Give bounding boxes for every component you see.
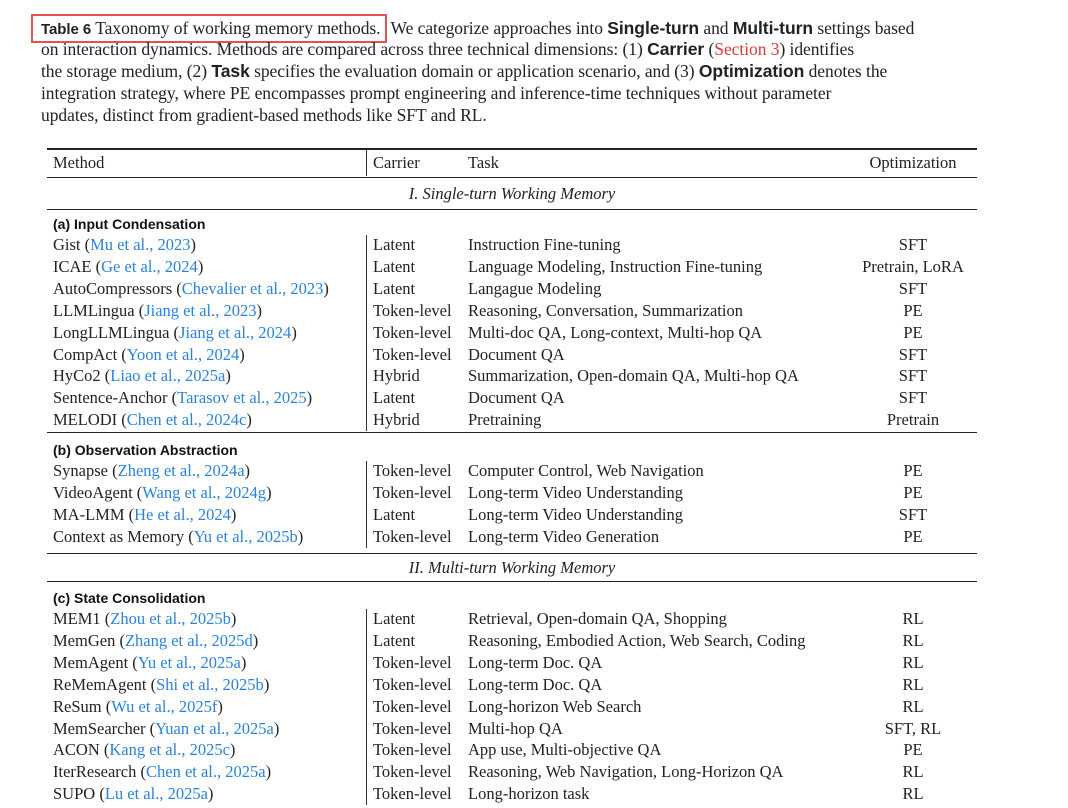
citation-link[interactable]: Mu et al., 2023	[90, 235, 191, 254]
task-cell: Multi-doc QA, Long-context, Multi-hop QA	[468, 322, 763, 342]
method-name: HyCo2	[53, 366, 101, 386]
optimization-cell: RL	[902, 609, 924, 628]
optimization-cell: PE	[903, 461, 923, 480]
optimization-cell: RL	[902, 784, 924, 804]
citation-link[interactable]: Yuan et al., 2025a	[155, 718, 274, 738]
caption-line-1	[41, 16, 986, 38]
citation-link[interactable]: Tarasov et al., 2025	[177, 388, 307, 408]
task-cell: Multi-hop QA	[468, 718, 563, 738]
method-cell: MemGen (Zhang et al., 2025d)	[53, 630, 259, 650]
caption-text: and	[699, 18, 733, 38]
carrier-cell: Token-level	[373, 652, 452, 672]
method-cell: VideoAgent (Wang et al., 2024g)	[53, 482, 272, 502]
task-cell: Retrieval, Open-domain QA, Shopping	[468, 609, 727, 628]
citation-link[interactable]: Lu et al., 2025a	[104, 784, 208, 804]
citation-link[interactable]: Chen et al., 2024c	[126, 410, 247, 430]
table-row	[47, 234, 977, 256]
carrier-cell: Token-level	[373, 461, 452, 480]
optimization-cell: SFT	[898, 388, 928, 408]
header-carrier: Carrier	[373, 153, 420, 172]
method-name: Synapse	[53, 461, 108, 480]
method-name: ReSum	[53, 696, 102, 716]
task-cell: Reasoning, Web Navigation, Long-Horizon QA	[468, 762, 784, 782]
citation-link[interactable]: Yu et al., 2025b	[193, 526, 298, 546]
method-cell: HyCo2 (Liao et al., 2025a)	[53, 366, 231, 386]
carrier-cell: Token-level	[373, 482, 452, 502]
column-separator	[366, 461, 367, 548]
top-rule	[47, 148, 977, 150]
optimization-cell: RL	[902, 652, 924, 672]
citation-link[interactable]: Zhang et al., 2025d	[124, 630, 253, 650]
task-cell: Long-term Video Understanding	[468, 504, 683, 524]
method-name: AutoCompressors	[53, 278, 173, 298]
table-label: Table 6	[41, 21, 92, 38]
citation-link[interactable]: Yu et al., 2025a	[137, 652, 241, 672]
citation-link[interactable]: Shi et al., 2025b	[156, 674, 264, 694]
carrier-cell: Token-level	[373, 344, 452, 364]
method-cell: LongLLMLingua (Jiang et al., 2024)	[53, 322, 297, 342]
caption-line-5: updates, distinct from gradient-based methods like SFT and RL.	[41, 105, 487, 125]
carrier-cell: Token-level	[373, 300, 452, 320]
caption-text: We categorize approaches into	[390, 18, 608, 38]
header-column-separator	[366, 150, 367, 176]
method-name: Sentence-Anchor	[53, 388, 168, 408]
method-cell: MemSearcher (Yuan et al., 2025a)	[53, 718, 280, 738]
group-state-consolidation: (c) State Consolidation	[53, 590, 206, 606]
section-link[interactable]: Section 3	[714, 39, 780, 59]
method-name: LongLLMLingua	[53, 322, 170, 342]
table-row	[47, 652, 977, 674]
method-cell: MA-LMM (He et al., 2024)	[53, 504, 237, 524]
method-name: MA-LMM	[53, 504, 125, 524]
table-row	[47, 256, 977, 278]
carrier-cell: Latent	[373, 504, 416, 524]
carrier-cell: Latent	[373, 388, 416, 408]
caption-text: (	[704, 39, 715, 59]
caption-line-4: integration strategy, where PE encompasses prompt engineering and inference-time techniques without parameter	[41, 83, 832, 103]
group-rule-a	[47, 432, 977, 433]
table-row	[47, 409, 977, 431]
method-cell: MELODI (Chen et al., 2024c)	[53, 410, 252, 430]
table-caption	[41, 16, 986, 126]
citation-link[interactable]: Wu et al., 2025f	[111, 696, 218, 716]
optimization-cell: PE	[903, 322, 923, 342]
keyword-optimization: Optimization	[698, 61, 805, 81]
keyword-multi-turn: Multi-turn	[732, 18, 813, 38]
table-row	[47, 460, 977, 482]
citation-link[interactable]: Kang et al., 2025c	[109, 740, 230, 760]
method-cell: ReSum (Wu et al., 2025f)	[53, 696, 223, 716]
method-cell: IterResearch (Chen et al., 2025a)	[53, 762, 272, 782]
carrier-cell: Token-level	[373, 762, 452, 782]
optimization-cell: RL	[902, 696, 924, 716]
section-rule-1	[47, 209, 977, 210]
task-cell: Reasoning, Embodied Action, Web Search, Coding	[468, 630, 806, 650]
citation-link[interactable]: Ge et al., 2024	[101, 256, 198, 276]
task-cell: Language Modeling, Instruction Fine-tuning	[468, 256, 763, 276]
method-cell: ACON (Kang et al., 2025c)	[53, 740, 236, 760]
table-row	[47, 387, 977, 409]
task-cell: Reasoning, Conversation, Summarization	[468, 300, 743, 320]
caption-text: the storage medium, (2)	[41, 61, 212, 81]
column-separator	[366, 609, 367, 805]
optimization-cell: PE	[903, 300, 923, 320]
method-cell: AutoCompressors (Chevalier et al., 2023)	[53, 278, 329, 298]
task-cell: App use, Multi-objective QA	[468, 740, 662, 760]
method-name: Context as Memory	[53, 526, 185, 546]
method-name: SUPO	[53, 784, 96, 804]
keyword-carrier: Carrier	[647, 39, 705, 59]
optimization-cell: SFT	[898, 344, 928, 364]
table-row	[47, 365, 977, 387]
carrier-cell: Token-level	[373, 718, 452, 738]
method-name: LLMLingua	[53, 300, 135, 320]
method-name: CompAct	[53, 344, 118, 364]
method-cell: CompAct (Yoon et al., 2024)	[53, 344, 245, 364]
carrier-cell: Latent	[373, 235, 416, 254]
carrier-cell: Latent	[373, 256, 416, 276]
citation-link[interactable]: Jiang et al., 2024	[179, 322, 292, 342]
table-title: Taxonomy of working memory methods.	[95, 18, 381, 38]
caption-text: ) identifies	[779, 39, 855, 59]
task-cell: Long-horizon task	[468, 784, 590, 804]
task-cell: Summarization, Open-domain QA, Multi-hop QA	[468, 366, 799, 386]
caption-text: specifies the evaluation domain or application scenario, and (3)	[249, 61, 699, 81]
table-row	[47, 674, 977, 696]
citation-link[interactable]: Zheng et al., 2024a	[117, 461, 245, 480]
task-cell: Langague Modeling	[468, 278, 602, 298]
table-row	[47, 526, 977, 548]
table-row	[47, 482, 977, 504]
task-cell: Instruction Fine-tuning	[468, 235, 621, 254]
column-separator	[366, 235, 367, 431]
method-cell: Gist (Mu et al., 2023)	[53, 235, 197, 254]
task-cell: Pretraining	[468, 410, 542, 430]
citation-link[interactable]: Chen et al., 2025a	[146, 762, 266, 782]
task-cell: Document QA	[468, 344, 565, 364]
method-name: MEM1	[53, 609, 101, 628]
citation-link[interactable]: Liao et al., 2025a	[110, 366, 226, 386]
method-name: IterResearch	[53, 762, 137, 782]
carrier-cell: Token-level	[373, 784, 452, 804]
method-name: MemGen	[53, 630, 116, 650]
method-name: ACON	[53, 740, 100, 760]
table-row	[47, 761, 977, 783]
optimization-cell: SFT	[898, 235, 928, 254]
citation-link[interactable]: He et al., 2024	[134, 504, 231, 524]
method-name: MemSearcher	[53, 718, 146, 738]
citation-link[interactable]: Wang et al., 2024g	[142, 482, 267, 502]
caption-text: denotes the	[804, 61, 888, 81]
table-row	[47, 696, 977, 718]
method-name: Gist	[53, 235, 81, 254]
carrier-cell: Token-level	[373, 674, 452, 694]
method-name: VideoAgent	[53, 482, 133, 502]
task-cell: Long-term Video Understanding	[468, 482, 683, 502]
table-row	[47, 718, 977, 740]
table-row	[47, 300, 977, 322]
method-cell: Context as Memory (Yu et al., 2025b)	[53, 526, 304, 546]
carrier-cell: Latent	[373, 630, 416, 650]
method-cell: Sentence-Anchor (Tarasov et al., 2025)	[53, 388, 313, 408]
header-optimization: Optimization	[869, 153, 957, 172]
optimization-cell: PE	[903, 482, 923, 502]
table-row	[47, 739, 977, 761]
keyword-single-turn: Single-turn	[607, 18, 700, 38]
table-row	[47, 322, 977, 344]
method-cell: LLMLingua (Jiang et al., 2023)	[53, 300, 262, 320]
method-cell: ReMemAgent (Shi et al., 2025b)	[53, 674, 270, 694]
method-name: ReMemAgent	[53, 674, 147, 694]
carrier-cell: Latent	[373, 609, 416, 628]
optimization-cell: SFT	[898, 366, 928, 386]
table-row	[47, 630, 977, 652]
method-cell: MemAgent (Yu et al., 2025a)	[53, 652, 247, 672]
group-rule-b	[47, 553, 977, 554]
header-task: Task	[468, 153, 499, 172]
header-rule	[47, 177, 977, 178]
task-cell: Long-horizon Web Search	[468, 696, 642, 716]
group-observation-abstraction: (b) Observation Abstraction	[53, 442, 238, 458]
task-cell: Computer Control, Web Navigation	[468, 461, 704, 480]
table-row	[47, 504, 977, 526]
section-rule-2	[47, 581, 977, 582]
header-row	[47, 152, 977, 174]
task-cell: Long-term Doc. QA	[468, 652, 603, 672]
citation-link[interactable]: Jiang et al., 2023	[144, 300, 257, 320]
method-name: MELODI	[53, 410, 118, 430]
carrier-cell: Token-level	[373, 696, 452, 716]
section-single-turn: I. Single-turn Working Memory	[408, 184, 616, 203]
optimization-cell: RL	[902, 630, 924, 650]
citation-link[interactable]: Chevalier et al., 2023	[181, 278, 324, 298]
table-row	[47, 608, 977, 630]
caption-text: on interaction dynamics. Methods are compared across three technical dimensions: (1)	[41, 39, 648, 59]
optimization-cell: Pretrain	[886, 410, 940, 430]
task-cell: Long-term Doc. QA	[468, 674, 603, 694]
method-cell: SUPO (Lu et al., 2025a)	[53, 784, 214, 804]
carrier-cell: Token-level	[373, 740, 452, 760]
method-name: MemAgent	[53, 652, 129, 672]
header-method: Method	[53, 153, 105, 172]
optimization-cell: RL	[902, 762, 924, 782]
carrier-cell: Latent	[373, 278, 416, 298]
table-row	[47, 344, 977, 366]
carrier-cell: Token-level	[373, 526, 452, 546]
carrier-cell: Hybrid	[373, 366, 420, 386]
optimization-cell: Pretrain, LoRA	[862, 256, 964, 276]
carrier-cell: Token-level	[373, 322, 452, 342]
method-cell: Synapse (Zheng et al., 2024a)	[53, 461, 251, 480]
optimization-cell: SFT, RL	[884, 718, 942, 738]
table-row	[47, 783, 977, 805]
carrier-cell: Hybrid	[373, 410, 420, 430]
optimization-cell: SFT	[898, 504, 928, 524]
keyword-task: Task	[211, 61, 250, 81]
optimization-cell: PE	[903, 740, 923, 760]
method-cell: ICAE (Ge et al., 2024)	[53, 256, 204, 276]
citation-link[interactable]: Yoon et al., 2024	[126, 344, 240, 364]
caption-line-2	[41, 38, 986, 60]
optimization-cell: PE	[903, 526, 923, 546]
citation-link[interactable]: Zhou et al., 2025b	[110, 609, 231, 628]
task-cell: Long-term Video Generation	[468, 526, 660, 546]
optimization-cell: SFT	[898, 278, 928, 298]
table-row	[47, 278, 977, 300]
method-cell: MEM1 (Zhou et al., 2025b)	[53, 609, 237, 628]
group-input-condensation: (a) Input Condensation	[53, 216, 206, 232]
caption-text: settings based	[813, 18, 915, 38]
section-multi-turn: II. Multi-turn Working Memory	[408, 558, 616, 577]
method-name: ICAE	[53, 256, 92, 276]
optimization-cell: RL	[902, 674, 924, 694]
task-cell: Document QA	[468, 388, 565, 408]
caption-line-3	[41, 60, 986, 82]
